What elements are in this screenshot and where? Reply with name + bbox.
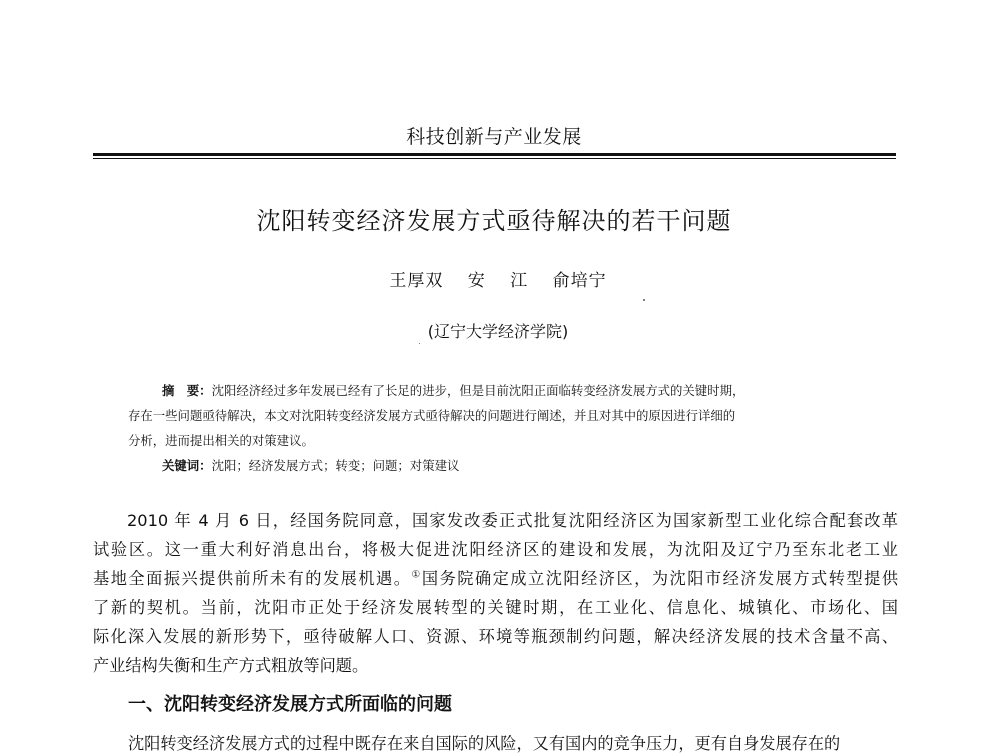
header-rule-thick <box>93 153 896 156</box>
body-text-3b: 国务院确定成立沈阳经济区，为沈阳市经济发展方式转型提供 <box>421 569 899 588</box>
body-line-cut-off: 沈阳转变经济发展方式的过程中既存在来自国际的风险，又有国内的竞争压力，更有自身发展存在的 <box>128 734 841 753</box>
author-3: 江 <box>510 271 529 291</box>
affiliation: (辽宁大学经济学院) <box>427 322 569 341</box>
abstract-line-1 <box>128 378 864 403</box>
footnote-reference[interactable]: ① <box>411 569 422 581</box>
body-line-5: 际化深入发展的新形势下，亟待破解人口、资源、环境等瓶颈制约问题，解决经济发展的技术含量不高、 <box>93 627 898 646</box>
abstract <box>128 378 864 478</box>
keywords-label: 关键词： <box>162 458 212 473</box>
scan-speck <box>643 299 645 301</box>
body-line-6: 产业结构失衡和生产方式粗放等问题。 <box>93 656 369 675</box>
section-heading-1: 一、沈阳转变经济发展方式所面临的问题 <box>128 694 452 715</box>
author-2: 安 <box>467 271 486 291</box>
author-4: 俞培宁 <box>552 271 607 291</box>
abstract-text-1: 沈阳经济经过多年发展已经有了长足的进步，但是目前沈阳正面临转变经济发展方式的关键时期， <box>211 383 745 398</box>
keywords-text: 沈阳；经济发展方式；转变；问题；对策建议 <box>211 458 460 473</box>
scan-speck <box>419 343 420 344</box>
abstract-label: 摘 要： <box>162 383 212 398</box>
body-line-1: 2010 年 4 月 6 日，经国务院同意，国家发改委正式批复沈阳经济区为国家新型工业化综合配套改革 <box>127 511 898 530</box>
body-line-2: 试验区。这一重大利好消息出台，将极大促进沈阳经济区的建设和发展，为沈阳及辽宁乃至东北老工业 <box>93 540 898 559</box>
author-1: 王厚双 <box>389 271 444 291</box>
author-list <box>0 266 996 291</box>
abstract-line-3: 分析，进而提出相关的对策建议。 <box>128 433 314 448</box>
header-rule-thin <box>93 158 896 159</box>
section-header: 科技创新与产业发展 <box>406 126 582 148</box>
body-line-3 <box>93 564 898 593</box>
body-text-3a: 基地全面振兴提供前所未有的发展机遇。 <box>93 569 412 588</box>
keywords-line <box>128 453 864 478</box>
abstract-line-2: 存在一些问题亟待解决，本文对沈阳转变经济发展方式亟待解决的问题进行阐述，并且对其中的原因进行详细的 <box>128 408 736 423</box>
body-line-4: 了新的契机。当前，沈阳市正处于经济发展转型的关键时期，在工业化、信息化、城镇化、市场化、国 <box>93 598 898 617</box>
article-title: 沈阳转变经济发展方式亟待解决的若干问题 <box>256 207 732 235</box>
body-paragraph <box>93 506 898 680</box>
